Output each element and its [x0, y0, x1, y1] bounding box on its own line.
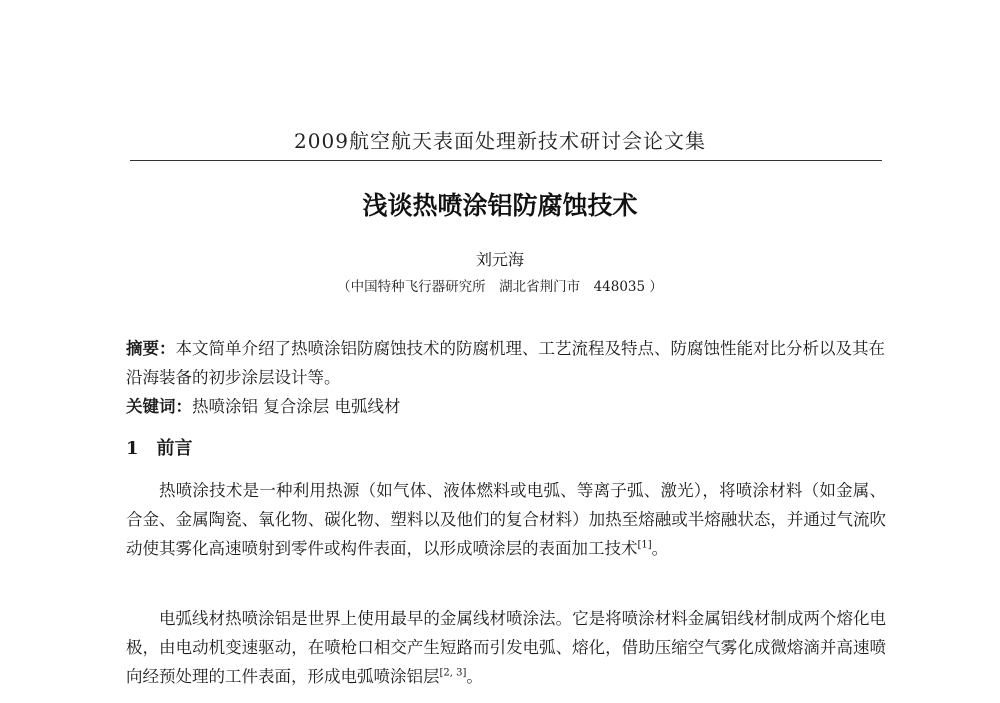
- author-affiliation: （中国特种飞行器研究所 湖北省荆门市 448035 ）: [337, 279, 663, 295]
- section-heading: [126, 434, 193, 460]
- abstract-label: 摘要：: [126, 339, 176, 358]
- keywords-text: 热喷涂铝 复合涂层 电弧线材: [192, 397, 401, 416]
- abstract-text: 本文简单介绍了热喷涂铝防腐蚀技术的防腐机理、工艺流程及特点、防腐蚀性能对比分析以及其在沿海装备的初步涂层设计等。: [126, 339, 885, 387]
- section-title: 前言: [156, 438, 193, 459]
- body-paragraph: [126, 476, 886, 563]
- proceedings-header: 2009航空航天表面处理新技术研讨会论文集: [294, 129, 706, 153]
- paragraph-end: 。: [466, 667, 483, 686]
- author-name: 刘元海: [475, 250, 524, 269]
- citation-ref: [2, 3]: [439, 667, 467, 679]
- body-paragraph: [126, 604, 886, 691]
- keywords-label: 关键词：: [126, 397, 192, 416]
- keywords: [126, 392, 886, 421]
- paper-title: 浅谈热喷涂铝防腐蚀技术: [362, 191, 638, 220]
- paragraph-text: 热喷涂技术是一种利用热源（如气体、液体燃料或电弧、等离子弧、激光），将喷涂材料（如金属、合金、金属陶瓷、氧化物、碳化物、塑料以及他们的复合材料）加热至熔融或半熔融状态，并通过气流吹动使其雾化高速喷射到零件或构件表面，以形成喷涂层的表面加工技术: [126, 481, 886, 558]
- paragraph-text: 电弧线材热喷涂铝是世界上使用最早的金属线材喷涂法。它是将喷涂材料金属铝线材制成两个熔化电极，由电动机变速驱动，在喷枪口相交产生短路而引发电弧、熔化，借助压缩空气雾化成微熔滴并高速喷向经预处理的工件表面，形成电弧喷涂铝层: [126, 609, 886, 686]
- header-divider: [130, 160, 882, 161]
- citation-ref: [1]: [637, 539, 652, 551]
- abstract: [126, 334, 886, 392]
- section-number: 1: [126, 438, 139, 459]
- paragraph-end: 。: [651, 539, 669, 558]
